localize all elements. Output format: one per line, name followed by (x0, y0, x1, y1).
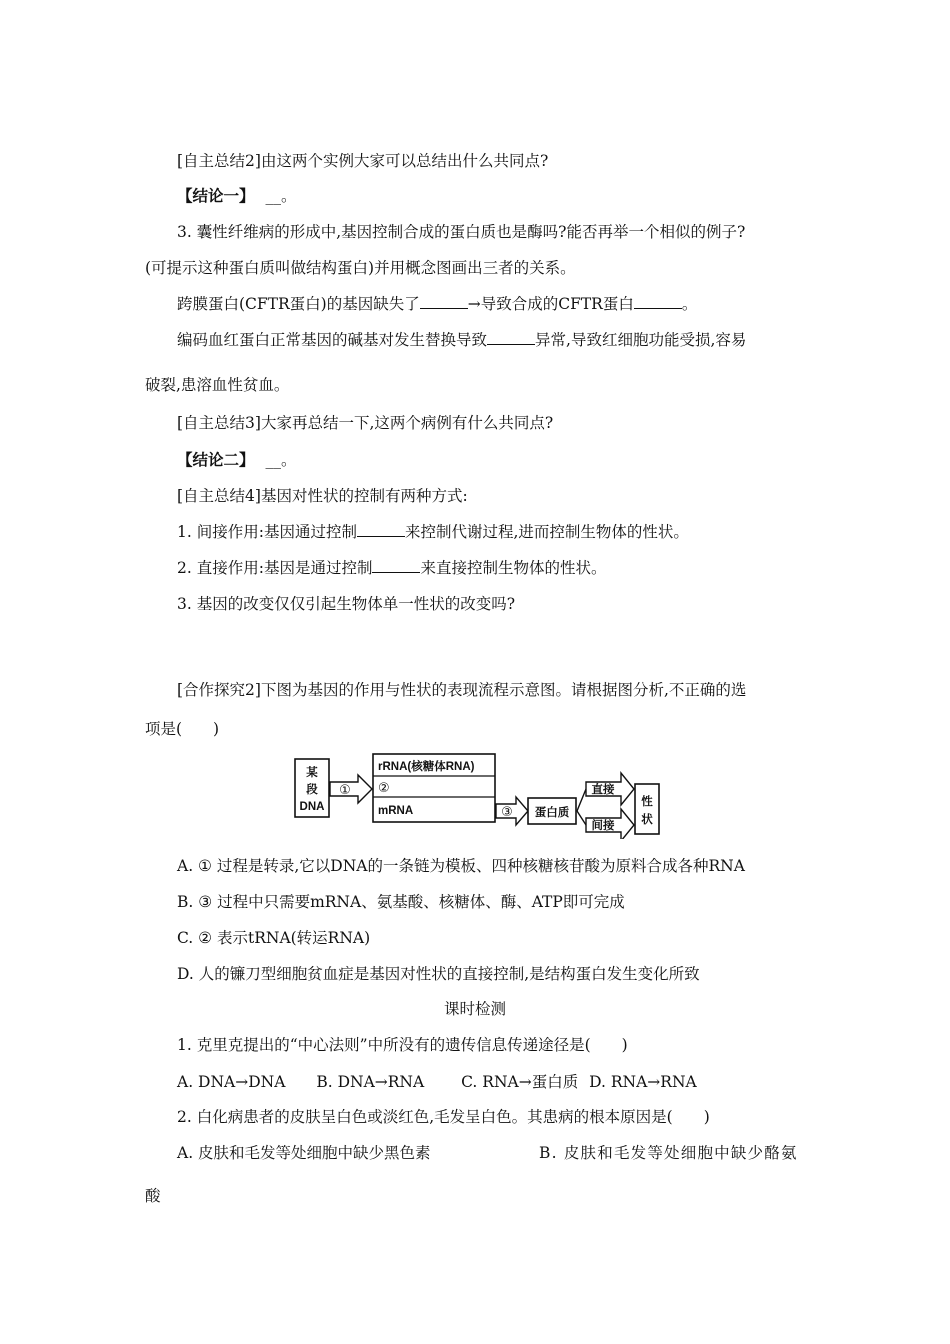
hemoglobin-part2: 异常,导致红细胞功能受损,容易 (535, 331, 747, 349)
conclusion-one (177, 186, 296, 206)
protein-label: 蛋白质 (534, 807, 570, 819)
item1-part2: 来控制代谢过程,进而控制生物体的性状。 (404, 523, 689, 541)
summary4-item3: 3. 基因的改变仅仅引起生物体单一性状的改变吗? (177, 595, 516, 613)
option-b: B. ③ 过程中只需要mRNA、氨基酸、核糖体、酶、ATP即可完成 (177, 893, 625, 911)
summary3-prompt: [自主总结3]大家再总结一下,这两个病例有什么共同点? (177, 414, 554, 432)
conclusion-one-label: 【结论一】 (177, 186, 255, 205)
cftr-blank-2 (634, 294, 682, 309)
direct-connector (577, 789, 586, 811)
q1-option-a: A. DNA→DNA (177, 1073, 286, 1091)
gene-trait-flow-diagram (294, 751, 660, 839)
cftr-part2: →导致合成的CFTR蛋白 (467, 295, 634, 313)
item1-blank (357, 522, 405, 537)
q2-option-b-continued: 酸 (145, 1187, 161, 1205)
dna-label-2: 段 (306, 784, 318, 796)
option-d: D. 人的镰刀型细胞贫血症是基因对性状的直接控制,是结构蛋白发生变化所致 (177, 965, 700, 983)
q1-option-d: D. RNA→RNA (589, 1073, 697, 1091)
test-q1-options (177, 1072, 697, 1092)
hemoglobin-line2: 破裂,患溶血性贫血。 (145, 376, 290, 394)
step1-arrow (330, 775, 372, 803)
cftr-blank-1 (420, 294, 468, 309)
dna-label-1: 某 (306, 767, 318, 779)
option-c: C. ② 表示tRNA(转运RNA) (177, 929, 371, 947)
test-q1: 1. 克里克提出的“中心法则”中所没有的遗传信息传递途径是( ) (177, 1036, 628, 1054)
conclusion-two-blank: __。 (265, 451, 297, 469)
section-title: 课时检测 (443, 1000, 506, 1018)
q1-option-c: C. RNA→蛋白质 (461, 1073, 579, 1091)
summary4-prompt: [自主总结4]基因对性状的控制有两种方式: (177, 487, 468, 505)
item1-part1: 1. 间接作用:基因通过控制 (177, 523, 357, 541)
hemoglobin-sentence (177, 330, 746, 350)
item2-part2: 来直接控制生物体的性状。 (420, 559, 607, 577)
dna-label-3: DNA (299, 801, 325, 813)
step1-label: ① (339, 783, 351, 798)
hemoglobin-part1: 编码血红蛋白正常基因的碱基对发生替换导致 (177, 331, 488, 349)
trait-box (635, 784, 659, 834)
mrna-label: mRNA (378, 805, 414, 817)
summary2-prompt: [自主总结2]由这两个实例大家可以总结出什么共同点? (177, 152, 549, 170)
item2-part1: 2. 直接作用:基因是通过控制 (177, 559, 373, 577)
summary4-item2 (177, 558, 606, 578)
hemoglobin-blank (487, 330, 535, 345)
item2-blank (372, 558, 420, 573)
question-3-line1: 3. 囊性纤维病的形成中,基因控制合成的蛋白质也是酶吗?能否再举一个相似的例子? (177, 223, 746, 241)
trait-label-1: 性 (641, 796, 653, 808)
summary4-item1 (177, 522, 689, 542)
indirect-label: 间接 (591, 820, 615, 832)
rrna-label: rRNA(核糖体RNA) (378, 761, 475, 773)
cftr-sentence (177, 294, 697, 314)
conclusion-two-label: 【结论二】 (177, 450, 255, 469)
q2-option-a: A. 皮肤和毛发等处细胞中缺少黑色素 (177, 1144, 431, 1162)
coop2-line1: [合作探究2]下图为基因的作用与性状的表现流程示意图。请根据图分析,不正确的选 (177, 681, 747, 699)
q1-option-b: B. DNA→RNA (316, 1073, 425, 1091)
question-3-line2: (可提示这种蛋白质叫做结构蛋白)并用概念图画出三者的关系。 (145, 259, 576, 277)
indirect-connector (577, 811, 586, 825)
cftr-part3: 。 (681, 295, 698, 313)
direct-label: 直接 (591, 784, 615, 796)
q2-option-b: B. 皮肤和毛发等处细胞中缺少酪氨 (539, 1144, 798, 1162)
cftr-part1: 跨膜蛋白(CFTR蛋白)的基因缺失了 (177, 295, 420, 313)
conclusion-one-blank: __。 (265, 187, 297, 205)
step2-label: ② (378, 781, 390, 796)
step3-label: ③ (501, 805, 513, 820)
trait-label-2: 状 (641, 814, 653, 826)
option-a: A. ① 过程是转录,它以DNA的一条链为模板、四种核糖核苷酸为原料合成各种RNA (177, 857, 745, 875)
diagram-svg (294, 751, 660, 839)
test-q2: 2. 白化病患者的皮肤呈白色或淡红色,毛发呈白色。其患病的根本原因是( ) (177, 1108, 710, 1126)
coop2-line2: 项是( ) (145, 720, 220, 738)
conclusion-two (177, 450, 296, 470)
